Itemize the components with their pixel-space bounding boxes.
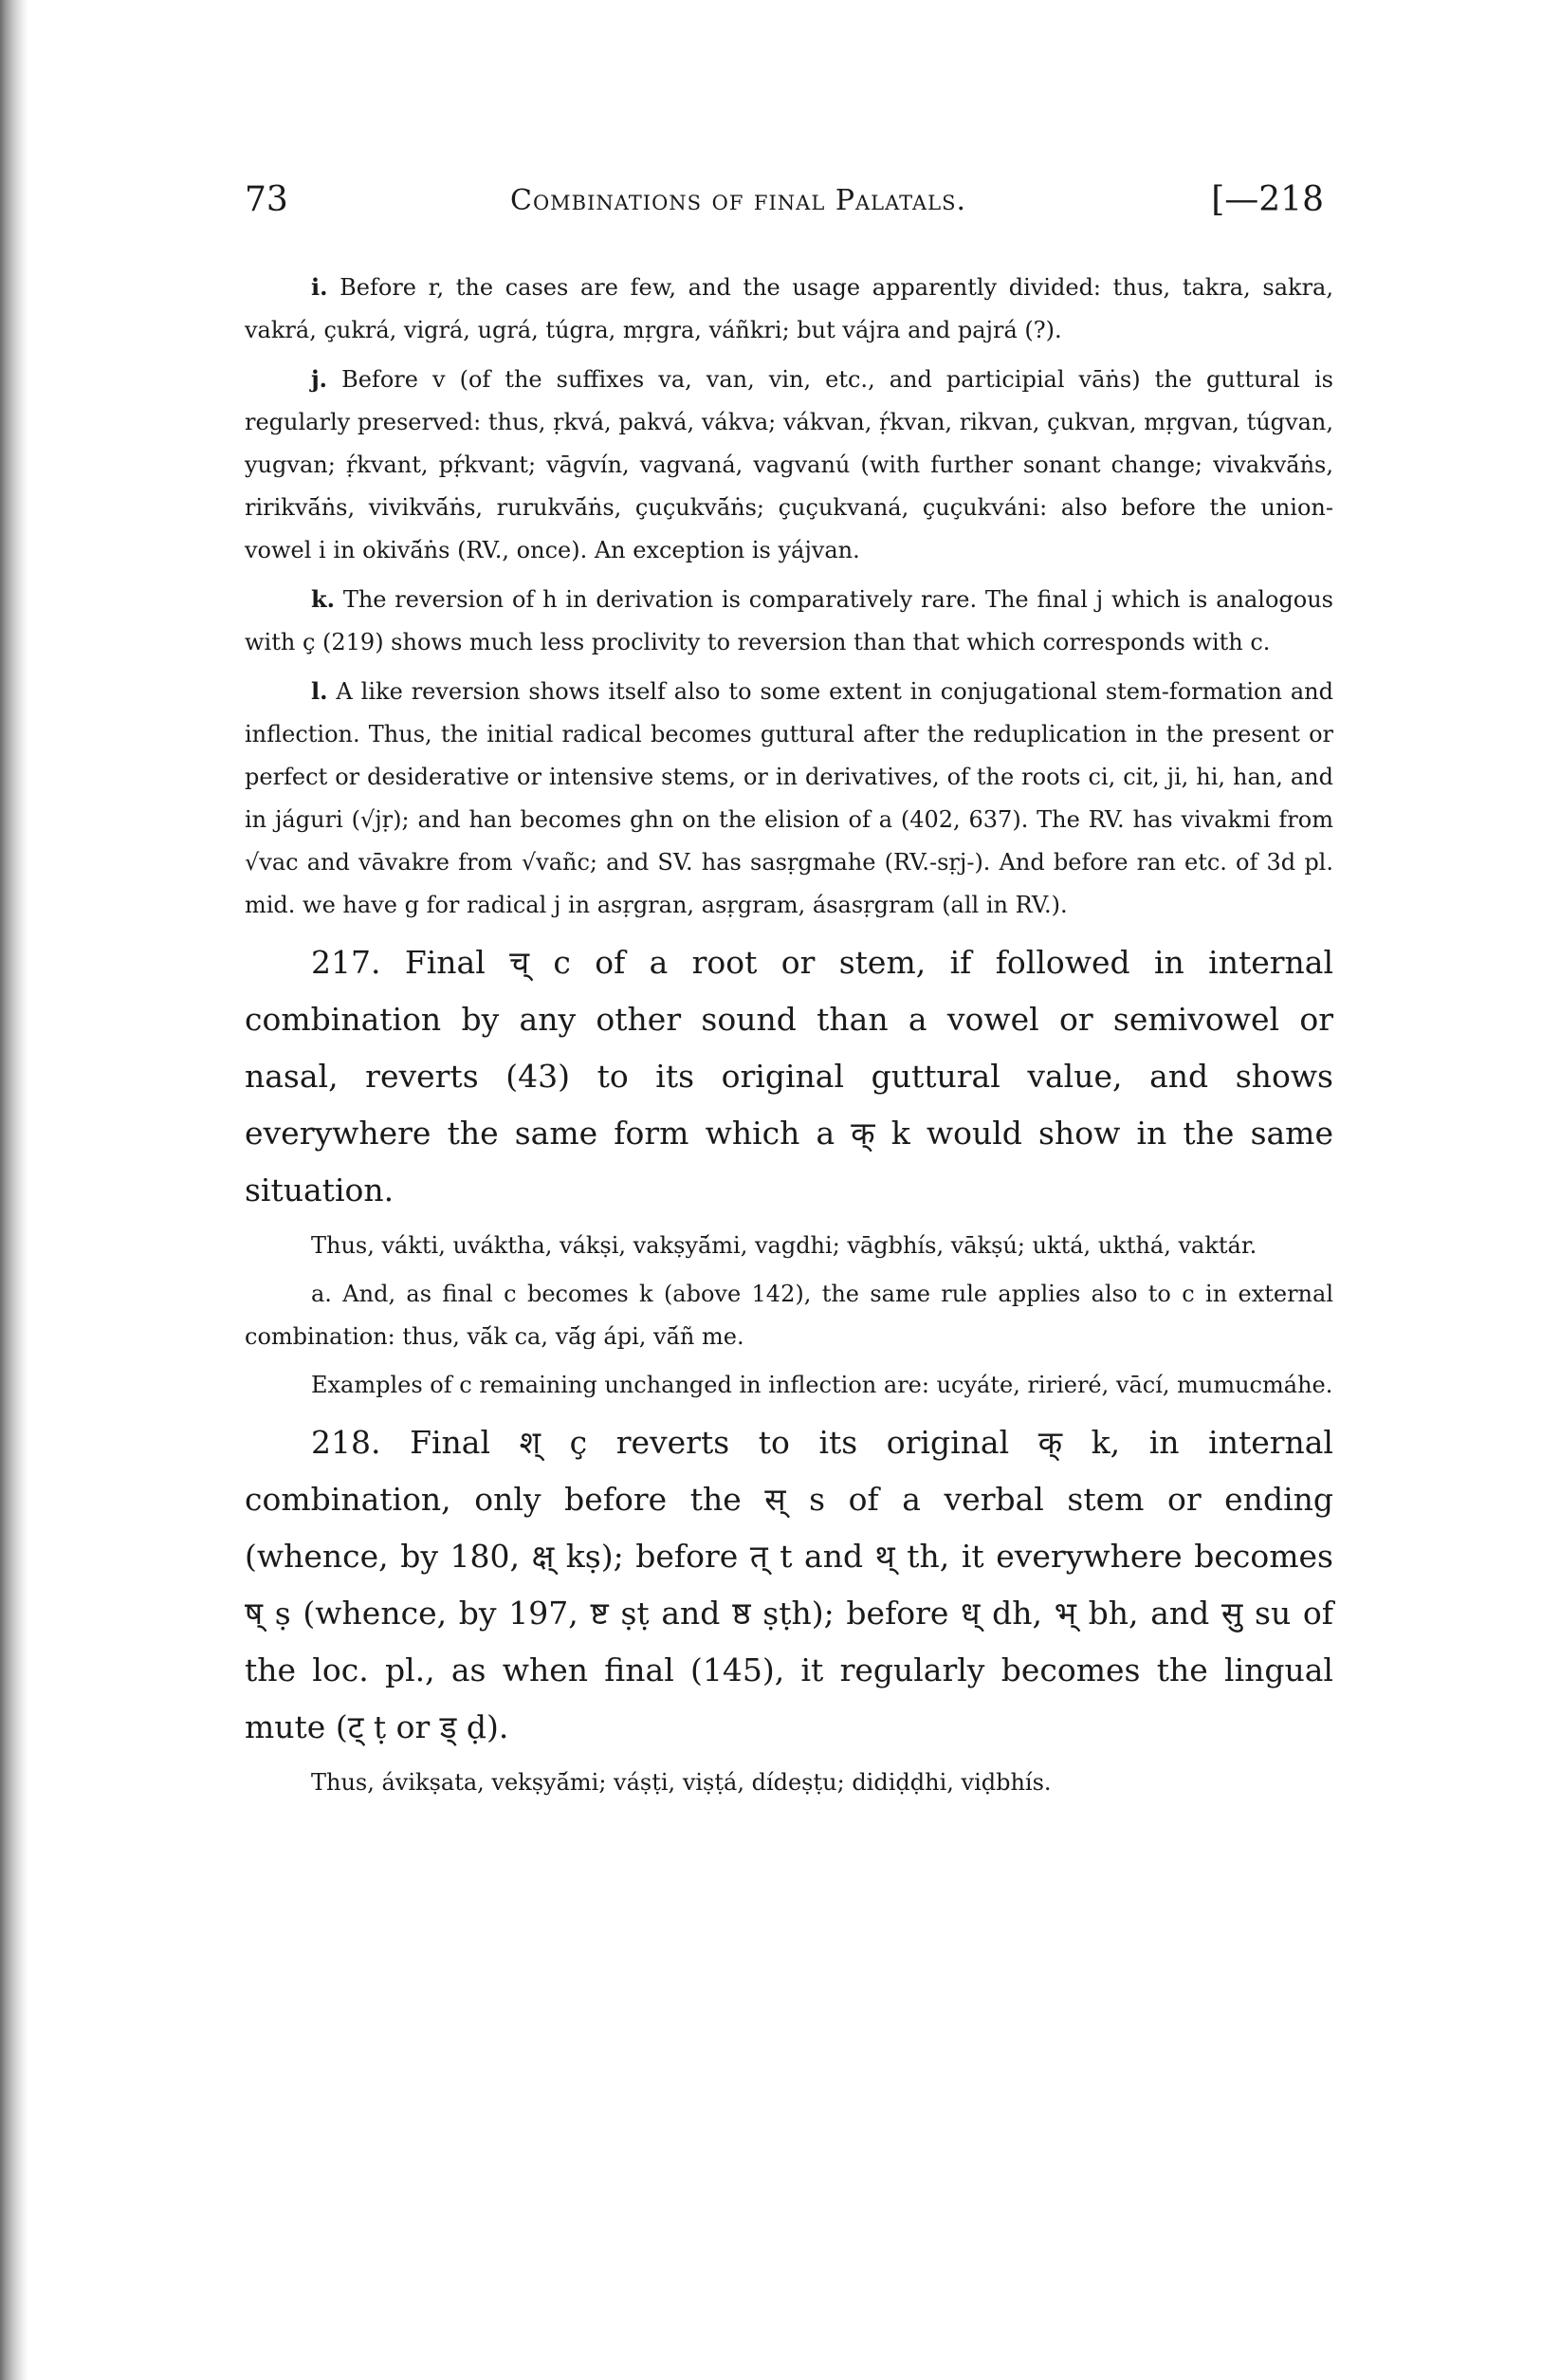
paragraph-label: i. <box>311 273 328 301</box>
paragraph-k <box>245 578 1333 664</box>
page-number: 73 <box>245 180 288 219</box>
page-header <box>245 171 1333 228</box>
paragraph-text: Before v (of the suffixes va, van, vin, etc., and participial vāṅs) the guttural is regularly preserved: thus, ṛkvá, pakvá, vákva; vákvan, ṛ́kvan, rikvan, çukvan, mṛgvan, túgvan, yugvan; ṛ́kvant, pṛ́kvant; vāgvín, vagvaná, vagvanú (with further sonant change; vivakvā́ṅs, ririkvā́ṅs, vivikvā́ṅs, rurukvā́ṅs, çuçukvā́ṅs; çuçukvaná, çuçukváni: also before the union-vowel i in okivā́ṅs (RV., once). An exception is yájvan. <box>245 366 1333 563</box>
paragraph-text: A like reversion shows itself also to some extent in conjugational stem-formation and inflection. Thus, the initial radical becomes guttural after the reduplication in the present or perfect or desiderative or intensive stems, or in derivatives, of the roots ci, cit, ji, hi, han, and in jáguri (√jṛ); and han becomes ghn on the elision of a (402, 637). The RV. has vivakmi from √vac and vāvakre from √vañc; and SV. has sasṛgmahe (RV.-sṛj-). And before ran etc. of 3d pl. mid. we have g for radical j in asṛgran, asṛgram, ásasṛgram (all in RV.). <box>245 678 1333 918</box>
paragraph-j <box>245 358 1333 572</box>
paragraph-label: k. <box>311 585 335 613</box>
section-217: 217. Final च् c of a root or stem, if followed in internal combination by any other sound than a vowel or semivowel or nasal, reverts (43) to its original guttural value, and shows everywhere the same form which a क् k would show in the same situation. <box>245 944 1333 1208</box>
paragraph-label: j. <box>311 365 328 393</box>
book-page <box>245 171 1333 1804</box>
section-reference: [—218 <box>1211 180 1324 219</box>
paragraph-l <box>245 670 1333 927</box>
paragraph-text: The reversion of h in derivation is comparatively rare. The final j which is analogous with ç (219) shows much less proclivity to reversion than that which corresponds with c. <box>245 586 1333 655</box>
paragraph-label: l. <box>311 677 328 705</box>
book-binding-shadow <box>0 0 28 2380</box>
section-217-examples: Thus, vákti, uváktha, vákṣi, vakṣyā́mi, vagdhi; vāgbhís, vākṣú; uktá, ukthá, vaktár. <box>311 1232 1257 1259</box>
paragraph-i <box>245 266 1333 352</box>
section-217-note-b: Examples of c remaining unchanged in inflection are: ucyáte, ririeré, vācí, mumucmáhe. <box>311 1372 1333 1398</box>
paragraph-text: Before r, the cases are few, and the usage apparently divided: thus, takra, sakra, vakrá, çukrá, vigrá, ugrá, túgra, mṛgra, váñkri; but vájra and pajrá (?). <box>245 274 1333 343</box>
running-title: Combinations of final Palatals. <box>510 184 967 217</box>
section-218: 218. Final श् ç reverts to its original क् k, in internal combination, only before the स् s of a verbal stem or ending (whence, by 180, क्ष् kṣ); before त् t and थ् th, it everywhere becomes ष् ṣ (whence, by 197, ष्ट ṣṭ and ष्ठ ṣṭh); before ध् dh, भ् bh, and सु su of the loc. pl., as when final (145), it regularly becomes the lingual mute (ट् ṭ or ड् ḍ). <box>245 1424 1333 1745</box>
section-218-examples: Thus, ávikṣata, vekṣyā́mi; váṣṭi, viṣṭá, dídeṣṭu; didiḍḍhi, viḍbhís. <box>311 1769 1052 1796</box>
section-217-note-a: a. And, as final c becomes k (above 142), the same rule applies also to c in external combination: thus, vā́k ca, vā́g ápi, vā́ñ me. <box>245 1281 1333 1350</box>
